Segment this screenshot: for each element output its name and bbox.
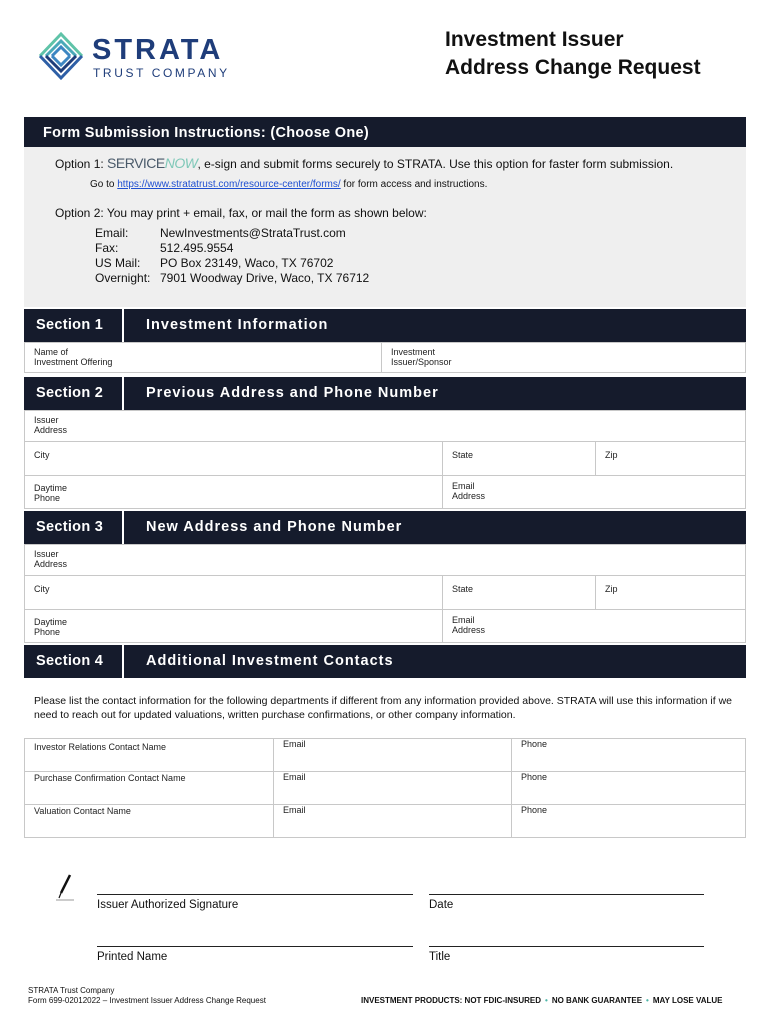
contact-key: Fax: <box>95 241 119 255</box>
field-label: Issuer Address <box>34 549 68 569</box>
field-label: Name of Investment Offering <box>34 347 113 367</box>
section1-header <box>24 309 746 342</box>
section-title: New Address and Phone Number <box>146 519 403 535</box>
field-label: Phone <box>521 772 548 782</box>
contact-key: Overnight: <box>95 271 151 285</box>
footer-disclaimer <box>361 996 723 1005</box>
section-title: Investment Information <box>146 317 329 333</box>
field-label: State <box>452 450 474 460</box>
goto-prefix: Go to <box>90 179 118 190</box>
logo-subtitle: TRUST COMPANY <box>93 66 230 80</box>
previous-address-field[interactable] <box>24 410 746 442</box>
section2-header <box>24 377 746 410</box>
strata-logo-mark-icon <box>36 28 86 84</box>
valuation-phone-field[interactable] <box>511 804 746 838</box>
document-title-line2: Address Change Request <box>445 56 701 79</box>
previous-city-field[interactable] <box>24 441 443 476</box>
field-label: Phone <box>521 739 548 749</box>
submission-instructions <box>24 117 746 307</box>
contact-row-fax <box>95 241 369 256</box>
printed-name-line[interactable] <box>97 946 413 947</box>
previous-state-field[interactable] <box>442 441 596 476</box>
field-label: State <box>452 584 474 594</box>
document-title <box>445 26 701 82</box>
purchase-confirmation-phone-field[interactable] <box>511 771 746 805</box>
valuation-email-field[interactable] <box>273 804 512 838</box>
contact-row-email <box>95 226 369 241</box>
purchase-confirmation-name-field[interactable] <box>24 771 274 805</box>
submission-contacts <box>95 226 369 286</box>
footer-form-id: Form 699-02012022 – Investment Issuer Address Change Request <box>28 996 266 1005</box>
date-label: Date <box>429 899 454 911</box>
section4-header <box>24 645 746 678</box>
option2: Option 2: You may print + email, fax, or mail the form as shown below: <box>55 206 427 220</box>
previous-phone-field[interactable] <box>24 475 443 509</box>
logo-name: STRATA <box>92 34 224 66</box>
contact-row-mail <box>95 256 369 271</box>
bullet-icon: • <box>646 996 649 1005</box>
investor-relations-email-field[interactable] <box>273 738 512 772</box>
investment-offering-name-field[interactable] <box>24 342 382 373</box>
new-address-field[interactable] <box>24 544 746 576</box>
field-label: Email <box>283 772 306 782</box>
field-label: Email Address <box>452 481 486 501</box>
field-label: Issuer Address <box>34 415 68 435</box>
field-label: Daytime Phone <box>34 483 68 503</box>
signature-line[interactable] <box>97 894 413 895</box>
new-phone-field[interactable] <box>24 609 443 643</box>
title-line[interactable] <box>429 946 704 947</box>
footer-left <box>28 986 266 1006</box>
field-label: Email <box>283 739 306 749</box>
section4-description: Please list the contact information for the following departments if different from any information provided above. STRATA will use this information if we need to reach out for updated valuations, written purchase confirmations, or other company information. <box>34 695 732 721</box>
field-label: Zip <box>605 450 618 460</box>
bullet-icon: • <box>545 996 548 1005</box>
field-label: City <box>34 584 50 594</box>
field-label: Daytime Phone <box>34 617 68 637</box>
issuer-sponsor-field[interactable] <box>381 342 746 373</box>
contact-value: 7901 Woodway Drive, Waco, TX 76712 <box>160 271 370 285</box>
option1-prefix: Option 1: <box>55 157 108 171</box>
valuation-name-field[interactable] <box>24 804 274 838</box>
field-label: Zip <box>605 584 618 594</box>
purchase-confirmation-email-field[interactable] <box>273 771 512 805</box>
instructions-heading: Form Submission Instructions: (Choose One) <box>24 117 746 147</box>
new-city-field[interactable] <box>24 575 443 610</box>
pen-icon <box>55 873 75 906</box>
field-label: City <box>34 450 50 460</box>
contact-row-overnight <box>95 271 369 286</box>
field-label: Email <box>283 805 306 815</box>
investor-relations-phone-field[interactable] <box>511 738 746 772</box>
section-divider <box>122 309 124 342</box>
servicenow-logo-part1: SERVICE <box>107 155 165 171</box>
previous-zip-field[interactable] <box>595 441 746 476</box>
section-number: Section 3 <box>36 519 104 535</box>
contact-key: Email: <box>95 226 129 240</box>
document-title-line1: Investment Issuer <box>445 28 624 51</box>
strata-logo <box>36 28 246 84</box>
servicenow-logo <box>107 155 197 171</box>
section-number: Section 1 <box>36 317 104 333</box>
field-label: Investor Relations Contact Name <box>34 742 167 752</box>
field-label: Email Address <box>452 615 486 635</box>
section-number: Section 4 <box>36 653 104 669</box>
option1-text: , e-sign and submit forms securely to STRATA. Use this option for faster form submission. <box>197 157 674 171</box>
date-line[interactable] <box>429 894 704 895</box>
section-title: Previous Address and Phone Number <box>146 385 439 401</box>
disclaimer-value: MAY LOSE VALUE <box>652 996 723 1005</box>
contact-value: NewInvestments@StrataTrust.com <box>160 226 346 240</box>
servicenow-logo-part2: NOW <box>164 155 198 171</box>
title-label: Title <box>429 951 451 963</box>
section-divider <box>122 377 124 410</box>
section-title: Additional Investment Contacts <box>146 653 394 669</box>
disclaimer-fdic: INVESTMENT PRODUCTS: NOT FDIC-INSURED <box>361 996 541 1005</box>
contact-value: PO Box 23149, Waco, TX 76702 <box>160 256 334 270</box>
printed-name-label: Printed Name <box>97 951 168 963</box>
field-label: Phone <box>521 805 548 815</box>
field-label: Valuation Contact Name <box>34 806 131 816</box>
section3-header <box>24 511 746 544</box>
section-number: Section 2 <box>36 385 104 401</box>
option1 <box>55 155 673 171</box>
contact-key: US Mail: <box>95 256 141 270</box>
new-state-field[interactable] <box>442 575 596 610</box>
signature-label: Issuer Authorized Signature <box>97 899 239 911</box>
contact-value: 512.495.9554 <box>160 241 234 255</box>
forms-link[interactable]: https://www.stratatrust.com/resource-center/forms/ <box>117 179 341 190</box>
investor-relations-name-field[interactable] <box>24 738 274 772</box>
footer-company: STRATA Trust Company <box>28 986 115 995</box>
previous-email-field[interactable] <box>442 475 746 509</box>
section-divider <box>122 511 124 544</box>
new-zip-field[interactable] <box>595 575 746 610</box>
field-label: Investment Issuer/Sponsor <box>391 347 452 367</box>
goto-suffix: for form access and instructions. <box>340 179 488 190</box>
new-email-field[interactable] <box>442 609 746 643</box>
field-label: Purchase Confirmation Contact Name <box>34 773 186 783</box>
section-divider <box>122 645 124 678</box>
disclaimer-guarantee: NO BANK GUARANTEE <box>551 996 643 1005</box>
forms-link-line <box>90 179 487 190</box>
